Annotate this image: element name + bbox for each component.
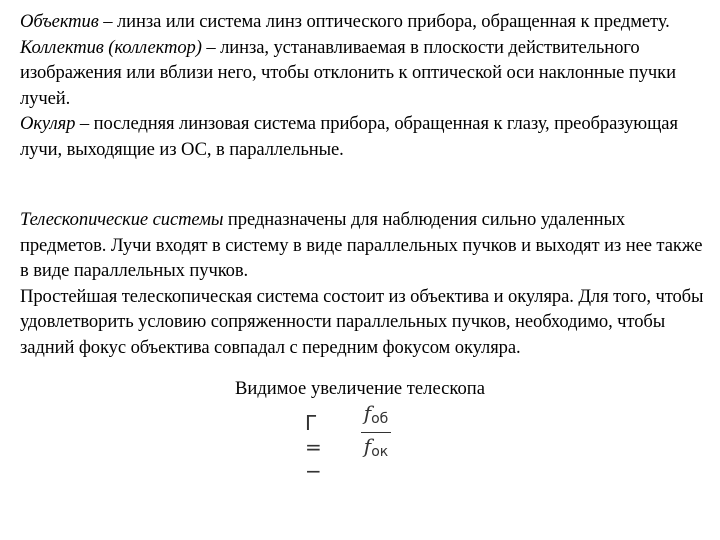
numerator-subscript: об xyxy=(371,411,389,427)
telescopic-systems-description: предназначены для наблюдения сильно удаленных предметов. Лучи входят в систему в виде параллельных пучков и выходят из нее также в виде параллельных пучков. xyxy=(20,209,703,281)
telescopic-systems-paragraph: Простейшая телескопическая система состоит из объектива и окуляра. Для того, чтобы удовлетворить условию сопряженности параллельных пучков, необходимо, чтобы задний фокус объектива совпадал с передним фокусом окуляра. xyxy=(20,285,704,358)
denominator-subscript: ок xyxy=(371,444,389,461)
formula-denominator: $f_{ок}$ xyxy=(363,434,389,461)
term-eyepiece: Окуляр xyxy=(20,113,76,134)
term-objective: Объектив xyxy=(20,11,99,32)
definition-collective: – линза, устанавливаемая в плоскости действительного изображения или вблизи него, чтобы отклонить к оптической оси наклонные пучки лучей. xyxy=(20,36,676,109)
term-telescopic-systems: Телескопические системы xyxy=(20,209,224,230)
magnification-caption: Видимое увеличение телескопа xyxy=(234,378,486,399)
definition-objective: – линза или система линз оптического прибора, обращенная к предмету. xyxy=(98,11,670,32)
term-collective: Коллектив (коллектор) xyxy=(20,36,202,58)
telescopic-systems-block xyxy=(20,207,706,360)
definitions-block xyxy=(20,9,706,162)
fraction-bar xyxy=(361,432,391,433)
formula-fraction xyxy=(361,402,391,463)
formula-numerator: $f_{об}$ xyxy=(363,401,389,427)
formula-lhs: Г = − xyxy=(305,411,322,483)
definition-eyepiece: – последняя линзовая система прибора, обращенная к глазу, преобразующая лучи, выходящие из ОС, в параллельные. xyxy=(20,113,678,160)
